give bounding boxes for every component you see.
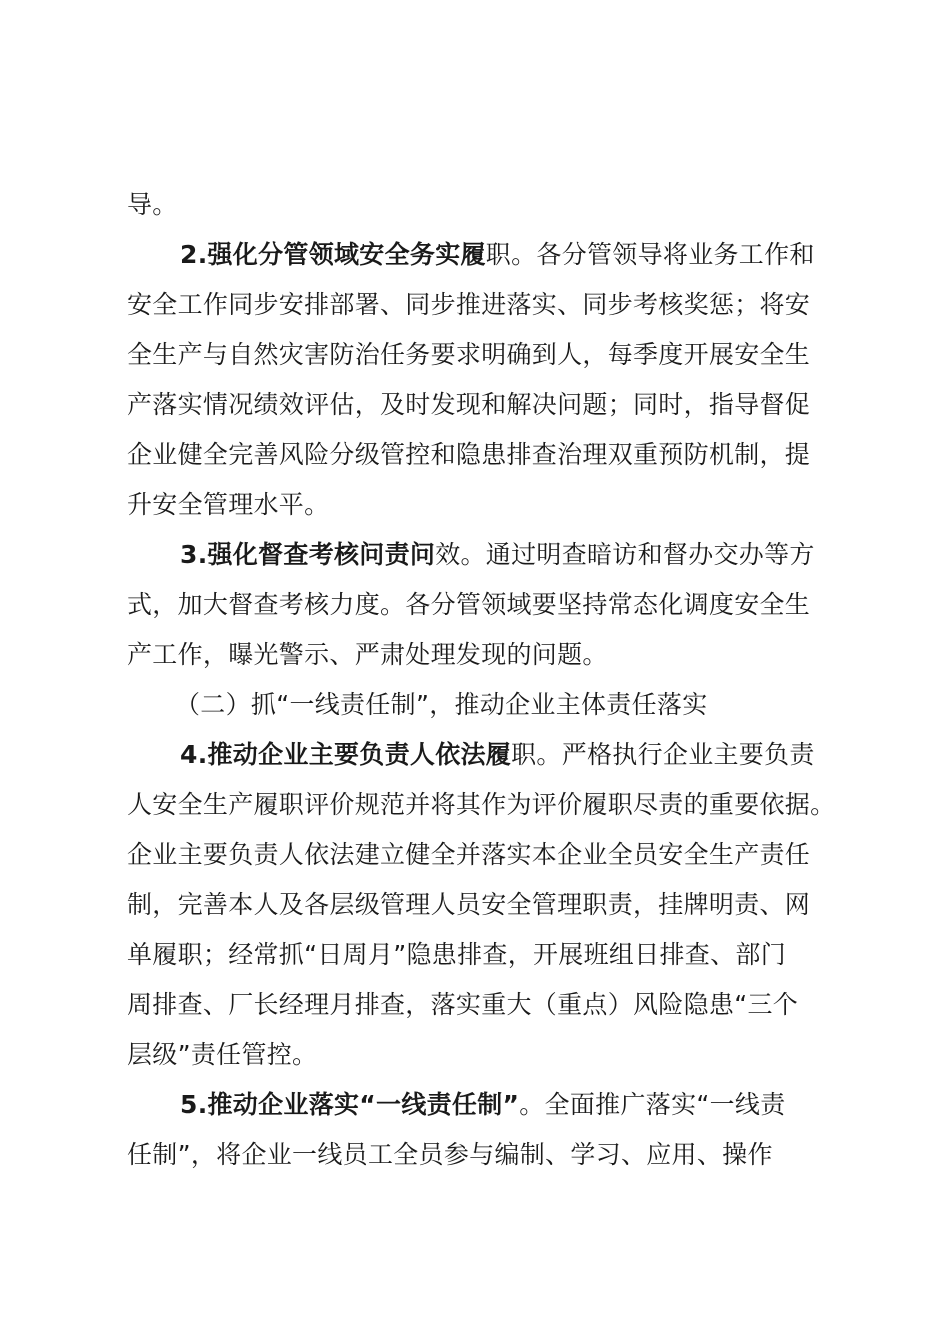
line-text: 职。各分管领导将业务工作和	[485, 240, 815, 269]
section-heading-3	[180, 530, 815, 580]
paragraph-line	[127, 480, 329, 530]
paragraph-line	[127, 1130, 773, 1180]
line-text: 升安全管理水平。	[127, 490, 330, 519]
heading-bold-text: 3.强化督查考核问责问	[180, 540, 436, 569]
line-text: 层级”责任管控。	[127, 1040, 318, 1069]
line-text: 产工作，曝光警示、严肃处理发现的问题。	[127, 640, 608, 669]
paragraph-line	[127, 380, 810, 430]
line-text: 产落实情况绩效评估，及时发现和解决问题；同时，指导督促	[127, 390, 811, 419]
paragraph-line	[127, 330, 810, 380]
section-heading-4	[180, 730, 815, 780]
line-text: 效。通过明查暗访和督办交办等方	[435, 540, 815, 569]
line-text: 式，加大督查考核力度。各分管领域要坚持常态化调度安全生	[127, 590, 811, 619]
section-heading-2	[180, 230, 815, 280]
paragraph-line	[127, 1030, 317, 1080]
line-text: 人安全生产履职评价规范并将其作为评价履职尽责的重要依据。	[127, 790, 836, 819]
line-text: （二）抓“一线责任制”，推动企业主体责任落实	[175, 690, 708, 719]
heading-bold-text: 5.推动企业落实“一线责任制”	[180, 1090, 520, 1119]
heading-bold-text: 4.推动企业主要负责人依法履	[180, 740, 512, 769]
line-text: 企业健全完善风险分级管控和隐患排查治理双重预防机制，提	[127, 440, 811, 469]
paragraph-line	[127, 430, 810, 480]
paragraph-line	[127, 980, 798, 1030]
line-text: 周排查、厂长经理月排查，落实重大（重点）风险隐患“三个	[127, 990, 799, 1019]
paragraph-line	[127, 280, 810, 330]
line-text: 职。严格执行企业主要负责	[511, 740, 815, 769]
paragraph-line	[127, 580, 810, 630]
line-text: 。全面推广落实“一线责	[519, 1090, 786, 1119]
line-text: 安全工作同步安排部署、同步推进落实、同步考核奖惩；将安	[127, 290, 811, 319]
paragraph-line	[127, 880, 810, 930]
heading-bold-text: 2.强化分管领域安全务实履	[180, 240, 486, 269]
line-text: 全生产与自然灾害防治任务要求明确到人，每季度开展安全生	[127, 340, 811, 369]
section-heading-5	[180, 1080, 786, 1130]
paragraph-line	[127, 930, 786, 980]
line-text: 企业主要负责人依法建立健全并落实本企业全员安全生产责任	[127, 840, 811, 869]
line-text: 任制”，将企业一线员工全员参与编制、学习、应用、操作	[127, 1140, 773, 1169]
paragraph-line	[127, 830, 810, 880]
paragraph-line	[127, 630, 608, 680]
subsection-heading	[175, 680, 708, 730]
line-text: 制，完善本人及各层级管理人员安全管理职责，挂牌明责、网	[127, 890, 811, 919]
line-text: 单履职；经常抓“日周月”隐患排查，开展班组日排查、部门	[127, 940, 787, 969]
paragraph-line	[127, 780, 835, 830]
line-text: 导。	[127, 190, 178, 219]
paragraph-line	[127, 180, 178, 230]
